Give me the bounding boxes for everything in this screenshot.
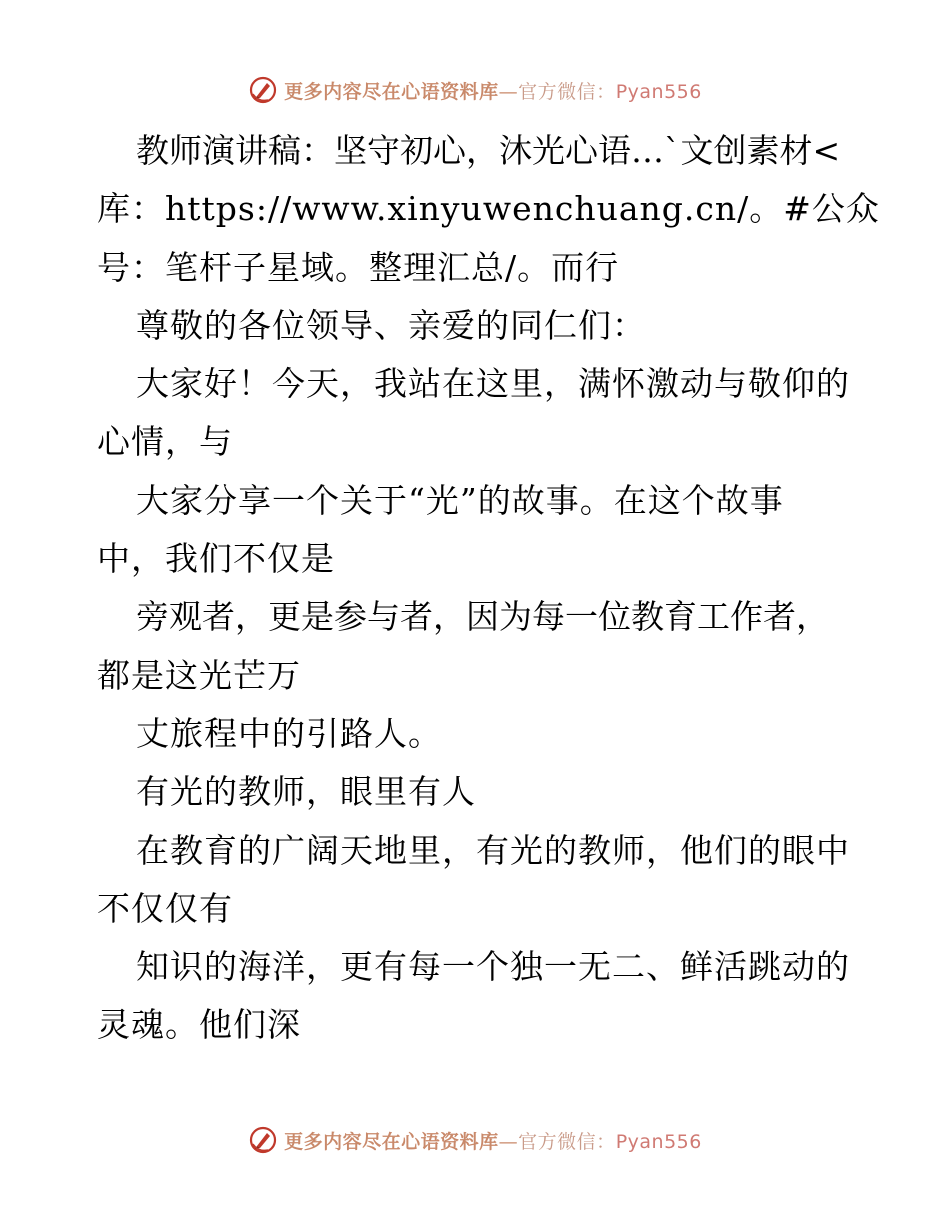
- text-line: 不仅仅有: [97, 888, 233, 928]
- banner-wechat-label: 官方微信：: [518, 80, 616, 103]
- text-line: 旁观者，更是参与者，因为每一位教育工作者，: [136, 597, 829, 637]
- pen-logo-icon: [248, 75, 278, 105]
- text-line: 大家分享一个关于“光”的故事。在这个故事: [136, 480, 784, 520]
- footer-banner: [0, 1120, 950, 1160]
- banner-wechat-id: Pyan556: [615, 1130, 702, 1153]
- text-line: 有光的教师，眼里有人: [136, 772, 476, 812]
- text-line: 都是这光芒万: [97, 655, 301, 695]
- text-line: 教师演讲稿：坚守初心，沐光心语…`文创素材<: [136, 131, 841, 170]
- document-body: [97, 122, 880, 1055]
- banner-site-name: 更多内容尽在心语资料库: [284, 80, 499, 103]
- banner-wechat-label: 官方微信：: [518, 1130, 616, 1153]
- text-line: 中，我们不仅是: [97, 539, 335, 579]
- text-line: 库：https://www.xinyuwenchuang.cn/。#公众: [97, 189, 880, 229]
- text-line: 大家好！今天，我站在这里，满怀激动与敬仰的: [136, 364, 850, 404]
- text-line: 尊敬的各位领导、亲爱的同仁们：: [136, 305, 646, 345]
- text-line: 丈旅程中的引路人。: [136, 713, 442, 753]
- banner-dash: —: [498, 1130, 519, 1153]
- header-banner: [0, 70, 950, 110]
- pen-logo-icon: [248, 1125, 278, 1155]
- text-line: 号：笔杆子星域。整理汇总/。而行: [97, 247, 620, 287]
- text-line: 知识的海洋，更有每一个独一无二、鲜活跳动的: [136, 947, 850, 987]
- text-line: 心情，与: [97, 422, 233, 462]
- banner-site-name: 更多内容尽在心语资料库: [284, 1130, 499, 1153]
- banner-dash: —: [498, 80, 519, 103]
- text-line: 在教育的广阔天地里，有光的教师，他们的眼中: [136, 830, 850, 870]
- banner-wechat-id: Pyan556: [615, 80, 702, 103]
- text-line: 灵魂。他们深: [97, 1005, 301, 1045]
